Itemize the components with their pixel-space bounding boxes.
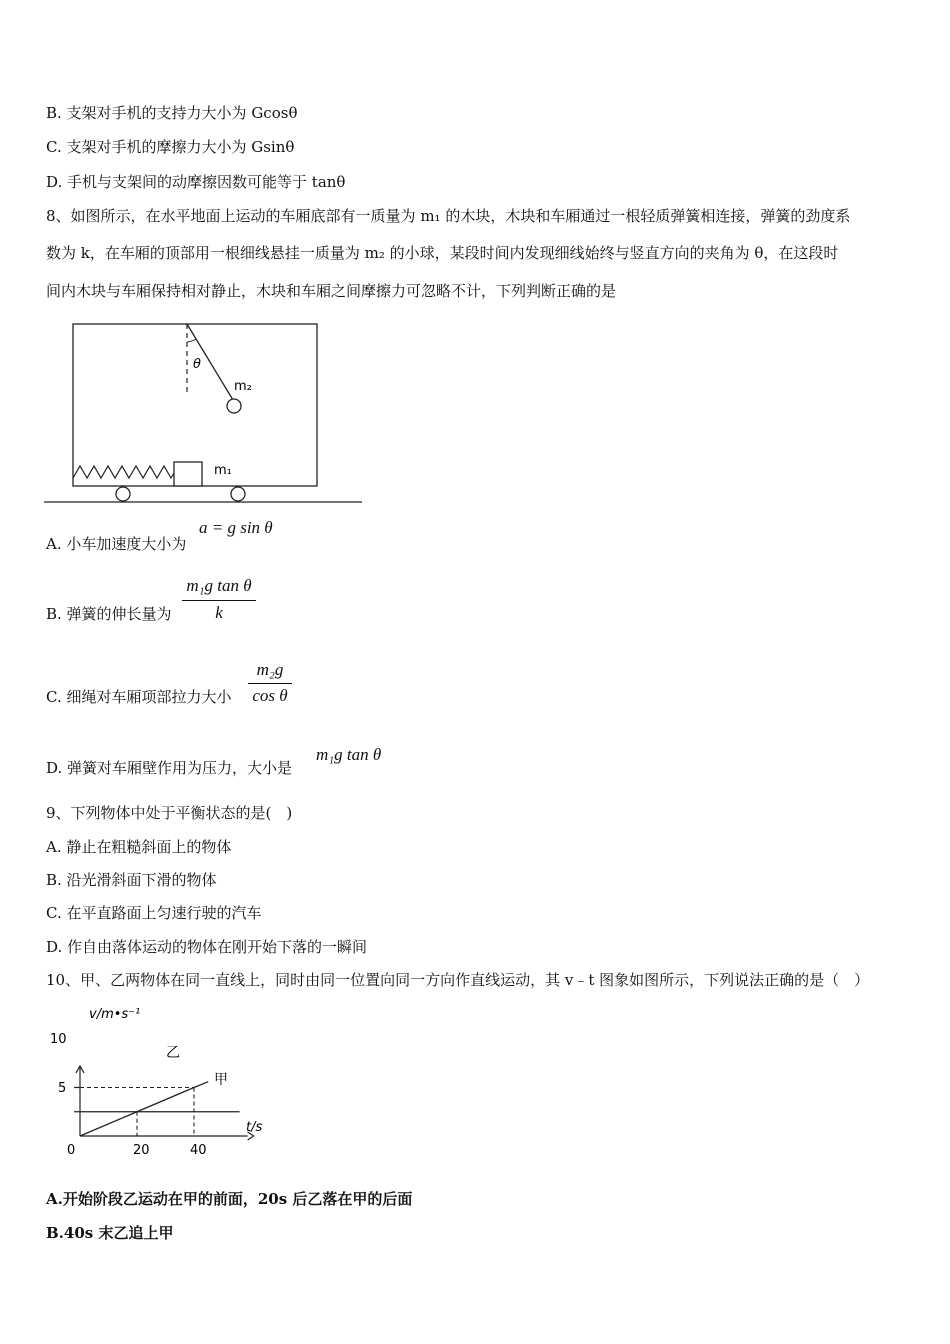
- fraction-numerator: m₁g tan θ: [186, 576, 252, 595]
- x-tick-20: 20: [133, 1143, 150, 1158]
- y-tick-5: 5: [58, 1081, 67, 1096]
- q7-option-b: B. 支架对手机的支持力大小为 Gcosθ: [46, 104, 298, 122]
- q9-option-a: A. 静止在粗糙斜面上的物体: [46, 838, 232, 856]
- q10-vt-chart: [40, 1000, 280, 1165]
- fraction-denominator: k: [215, 603, 223, 622]
- y-axis-label: v/m•s⁻¹: [89, 1007, 141, 1022]
- q8-stem-line1: 8、如图所示，在水平地面上运动的车厢底部有一质量为 m₁ 的木块，木块和车厢通过一根轻质弹簧相连接，弹簧的劲度系: [46, 207, 851, 225]
- q8-option-a-formula: a = g sin θ: [199, 518, 273, 537]
- angle-arc: [187, 339, 196, 342]
- fraction-bar: [248, 683, 292, 684]
- series-line-yi: [80, 1082, 208, 1136]
- q8-option-a: A. 小车加速度大小为: [46, 535, 187, 553]
- y-tick-10: 10: [50, 1032, 67, 1047]
- q8-stem-line3: 间内木块与车厢保持相对静止，木块和车厢之间摩擦力可忽略不计，下列判断正确的是: [46, 282, 617, 300]
- q7-option-d: D. 手机与支架间的动摩擦因数可能等于 tanθ: [46, 173, 346, 191]
- fraction-denominator: cos θ: [252, 686, 288, 705]
- q8-stem-line2: 数为 k，在车厢的顶部用一根细线悬挂一质量为 m₂ 的小球，某段时间内发现细线始终与竖直方向的夹角为 θ，在这段时: [46, 244, 839, 262]
- m2-label: m₂: [234, 379, 252, 394]
- block-m1: [174, 462, 202, 486]
- q8-option-b-fraction: [182, 576, 256, 628]
- q8-option-c: C. 细绳对车厢项部拉力大小: [46, 688, 232, 706]
- q7-option-c: C. 支架对手机的摩擦力大小为 Gsinθ: [46, 138, 295, 156]
- wheel-right: [231, 487, 245, 501]
- q10-option-b: B.40s 末乙追上甲: [46, 1224, 174, 1242]
- theta-label: θ: [193, 357, 201, 372]
- q8-option-d-formula: m₁g tan θ: [316, 745, 382, 764]
- q8-option-b: B. 弹簧的伸长量为: [46, 605, 172, 623]
- series-label-jia: 甲: [214, 1072, 228, 1088]
- origin-label: 0: [67, 1143, 76, 1158]
- q10-option-a: A.开始阶段乙运动在甲的前面，20s 后乙落在甲的后面: [46, 1190, 413, 1208]
- wheel-left: [116, 487, 130, 501]
- q8-option-c-fraction: [248, 660, 292, 712]
- spring: [73, 466, 174, 478]
- m1-label: m₁: [214, 463, 232, 478]
- x-axis-label: t/s: [246, 1120, 263, 1135]
- x-tick-40: 40: [190, 1143, 207, 1158]
- q8-option-d: D. 弹簧对车厢壁作用为压力，大小是: [46, 759, 293, 777]
- series-label-yi: 乙: [166, 1045, 180, 1061]
- q9-option-c: C. 在平直路面上匀速行驶的汽车: [46, 904, 262, 922]
- fraction-bar: [182, 600, 256, 601]
- q10-stem: 10、甲、乙两物体在同一直线上，同时由同一位置向同一方向作直线运动，其 v﹣t 图象如图所示，下列说法正确的是（ ）: [46, 971, 870, 989]
- fraction-numerator: m₂g: [256, 660, 284, 679]
- q9-option-b: B. 沿光滑斜面下滑的物体: [46, 871, 217, 889]
- q8-figure: [40, 318, 370, 508]
- q9-option-d: D. 作自由落体运动的物体在刚开始下落的一瞬间: [46, 938, 368, 956]
- ball-m2: [227, 399, 241, 413]
- q9-stem: 9、下列物体中处于平衡状态的是( ): [46, 804, 293, 822]
